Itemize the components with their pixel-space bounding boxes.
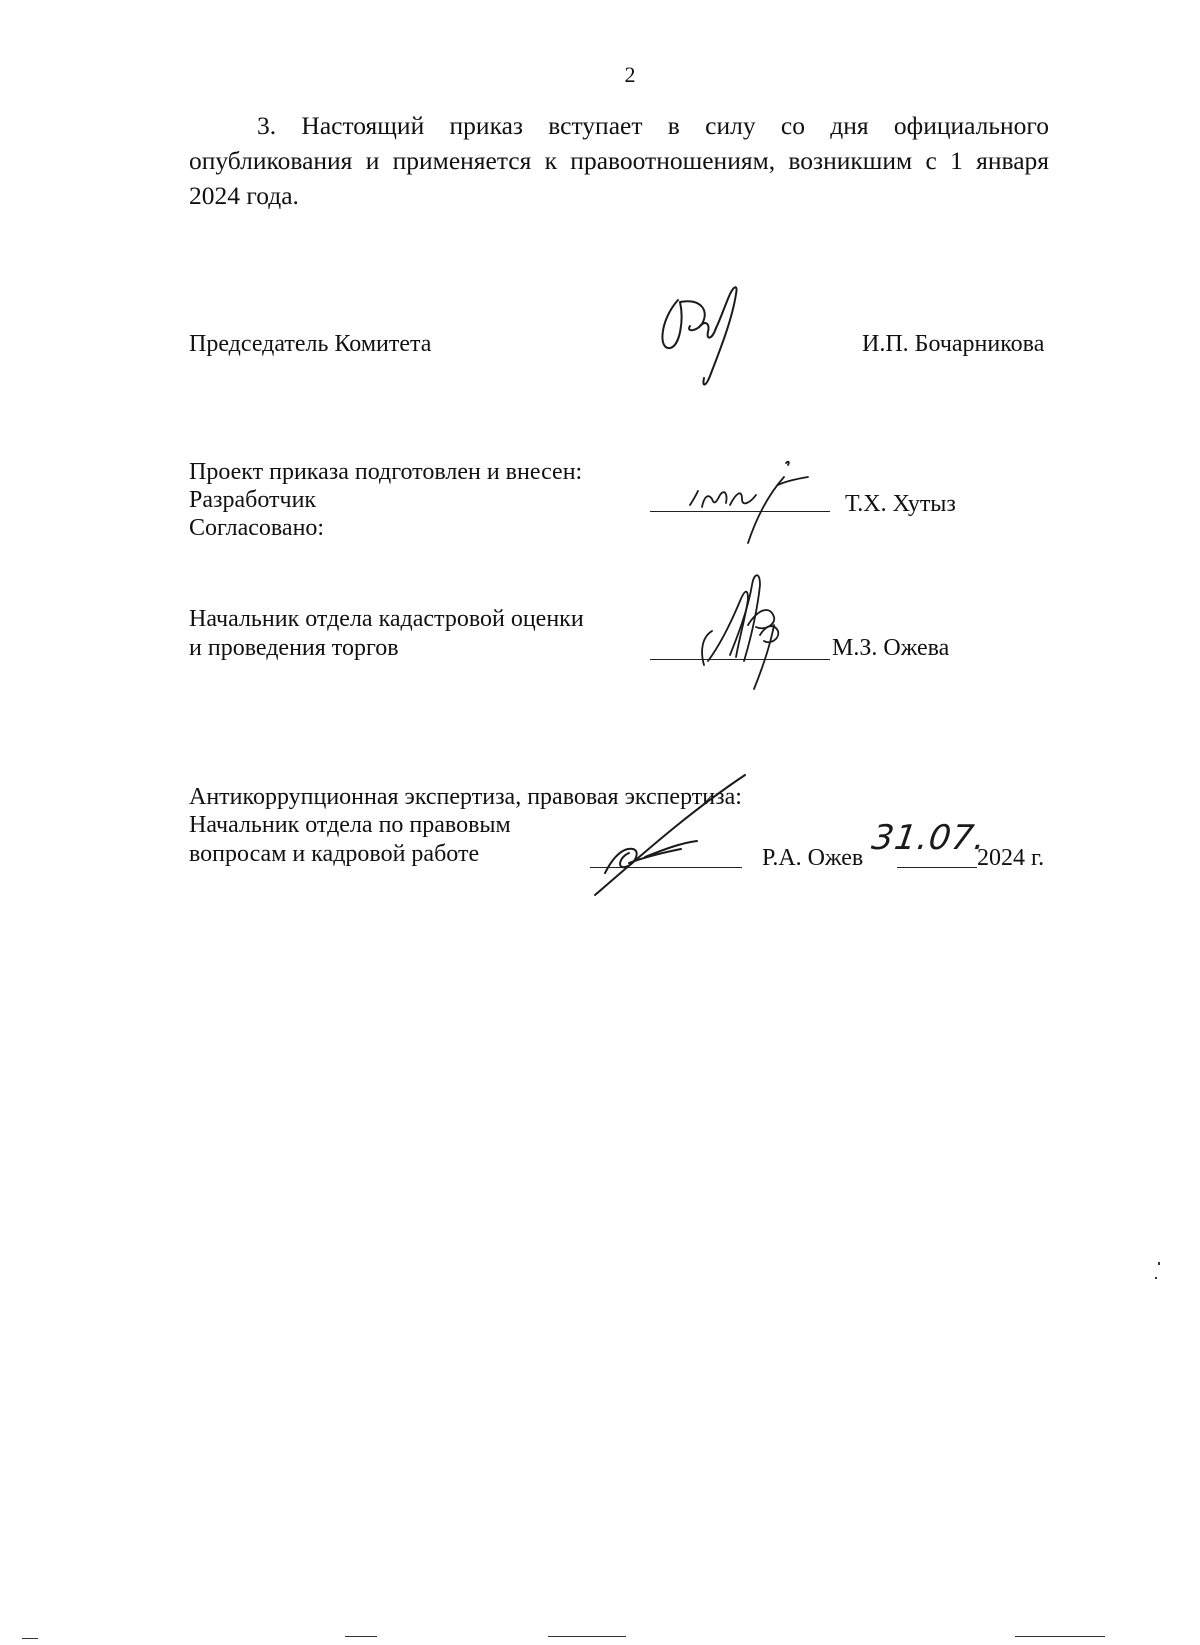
date-year: 2024 г. (977, 845, 1045, 871)
legal-role-line-1: Начальник отдела по правовым (189, 812, 511, 838)
chairman-signature (650, 280, 760, 400)
chairman-title: Председатель Комитета (189, 331, 432, 357)
cadastral-signature (690, 565, 820, 695)
chairman-name: И.П. Бочарникова (862, 331, 1045, 357)
developer-role: Разработчик (189, 487, 317, 513)
scan-speck (1158, 1262, 1160, 1265)
page-number: 2 (624, 62, 636, 87)
developer-signature (680, 455, 820, 545)
date-line (897, 867, 977, 868)
scan-speck (1155, 1277, 1157, 1279)
scan-speck (345, 1636, 377, 1637)
agreed-label: Согласовано: (189, 515, 325, 541)
cadastral-name: М.З. Ожева (832, 635, 950, 661)
cadastral-role-line-2: и проведения торгов (189, 635, 399, 661)
legal-role-line-2: вопросам и кадровой работе (189, 841, 480, 867)
scan-speck (22, 1638, 38, 1639)
cadastral-role-line-1: Начальник отдела кадастровой оценки (189, 606, 584, 632)
handwritten-date: 31.07. (869, 818, 989, 858)
legal-name: Р.А. Ожев (762, 845, 864, 871)
legal-heading: Антикоррупционная экспертиза, правовая экспертиза: (189, 784, 742, 810)
prepared-heading: Проект приказа подготовлен и внесен: (189, 459, 583, 485)
scan-speck (548, 1636, 626, 1637)
order-clause-3 (189, 108, 1049, 213)
legal-signature (585, 765, 765, 900)
scan-speck (1015, 1636, 1105, 1637)
developer-name: Т.Х. Хутыз (845, 491, 956, 517)
order-clause-3-text: 3. Настоящий приказ вступает в силу со дня официального опубликования и применяется к правоотношениям, возникшим с 1 января 2024 года. (189, 111, 1049, 210)
